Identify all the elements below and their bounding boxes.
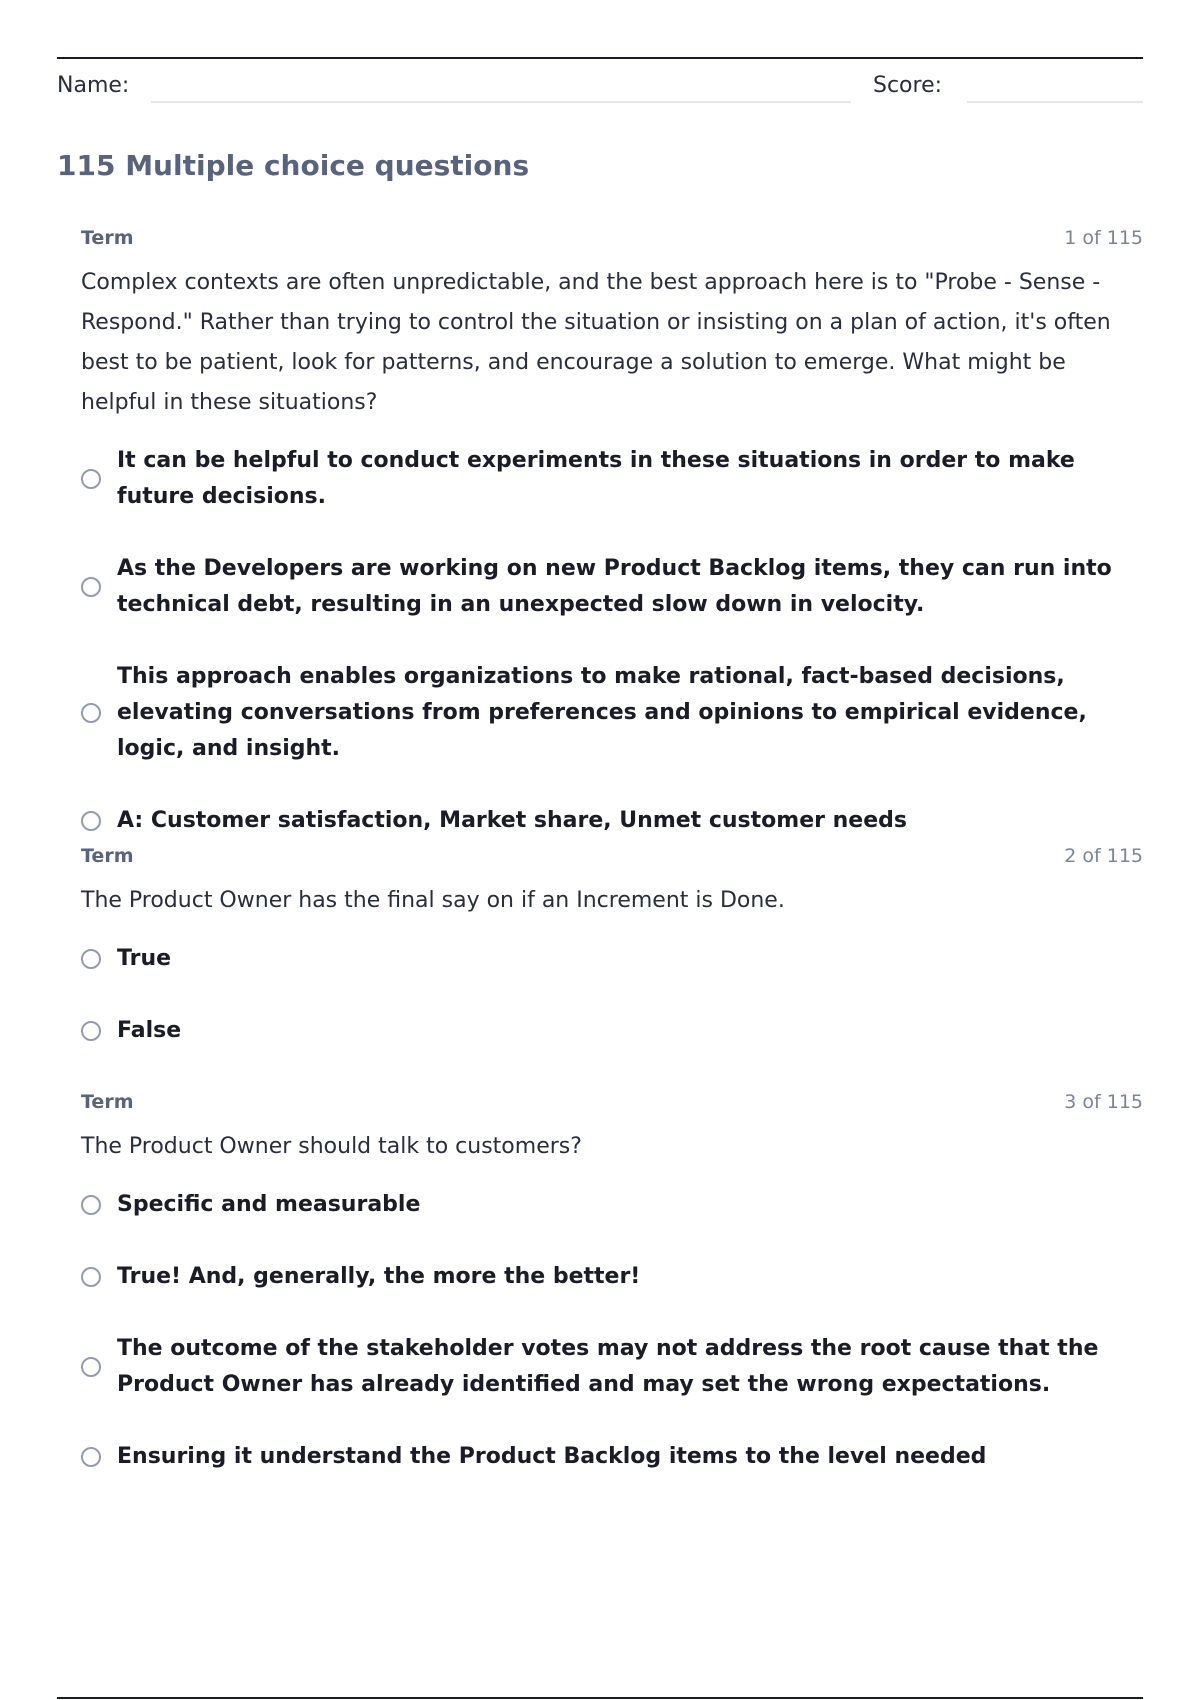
option-text: A: Customer satisfaction, Market share, Unmet customer needs [117,808,907,833]
question-meta [81,845,1143,871]
option-text: As the Developers are working on new Product Backlog items, they can run into technical debt, resulting in an unexpected slow down in velocity. [117,556,1112,617]
option-text: True! And, generally, the more the better! [117,1264,641,1289]
radio-button-icon[interactable] [81,811,101,831]
page-title: 115 Multiple choice questions [57,149,530,182]
radio-button-icon[interactable] [81,1021,101,1041]
radio-button-icon[interactable] [81,469,101,489]
question-text: Complex contexts are often unpredictable, and the best approach here is to "Probe - Sense - Respond." Rather than trying to control the situation or insisting on a plan of action, it's often best to be patient, look for patterns, and encourage a solution to emerge. What might be helpful in these situations? [81,270,1111,415]
term-label: Term [81,845,134,867]
name-label: Name: [57,73,130,98]
question-counter: 2 of 115 [1064,845,1143,867]
radio-button-icon[interactable] [81,577,101,597]
option-3[interactable] [81,659,1143,767]
option-4[interactable] [81,1439,1143,1475]
score-field-line [967,101,1143,103]
question-3 [81,1091,1143,1511]
option-text: The outcome of the stakeholder votes may not address the root cause that the Product Owner has already identified and may set the wrong expectations. [117,1336,1099,1397]
option-2[interactable] [81,1259,1143,1295]
question-2 [81,845,1143,1085]
radio-button-icon[interactable] [81,1447,101,1467]
option-2[interactable] [81,1013,1143,1049]
radio-button-icon[interactable] [81,703,101,723]
options-list [81,941,1143,1049]
options-list [81,1187,1143,1475]
radio-button-icon[interactable] [81,1195,101,1215]
option-text: Specific and measurable [117,1192,421,1217]
radio-button-icon[interactable] [81,1357,101,1377]
term-label: Term [81,1091,134,1113]
option-text: True [117,946,172,971]
term-label: Term [81,227,134,249]
option-text: Ensuring it understand the Product Backlog items to the level needed [117,1444,987,1469]
question-meta [81,227,1143,253]
bottom-divider [57,1697,1143,1699]
option-4[interactable] [81,803,1143,839]
option-3[interactable] [81,1331,1143,1403]
option-1[interactable] [81,1187,1143,1223]
question-counter: 3 of 115 [1064,1091,1143,1113]
options-list [81,443,1143,839]
option-2[interactable] [81,551,1143,623]
option-1[interactable] [81,443,1143,515]
score-label: Score: [873,73,943,98]
option-text: This approach enables organizations to make rational, fact-based decisions, elevating conversations from preferences and opinions to empirical evidence, logic, and insight. [117,664,1087,761]
question-text: The Product Owner should talk to customers? [81,1134,582,1159]
radio-button-icon[interactable] [81,1267,101,1287]
option-1[interactable] [81,941,1143,977]
header-row [57,65,1143,105]
radio-button-icon[interactable] [81,949,101,969]
option-text: It can be helpful to conduct experiments in these situations in order to make future decisions. [117,448,1075,509]
question-meta [81,1091,1143,1117]
worksheet-page [57,57,1143,1700]
name-field-line [151,101,851,103]
question-counter: 1 of 115 [1064,227,1143,249]
top-divider [57,57,1143,59]
question-text: The Product Owner has the final say on if an Increment is Done. [81,888,785,913]
question-1 [81,227,1143,875]
option-text: False [117,1018,182,1043]
